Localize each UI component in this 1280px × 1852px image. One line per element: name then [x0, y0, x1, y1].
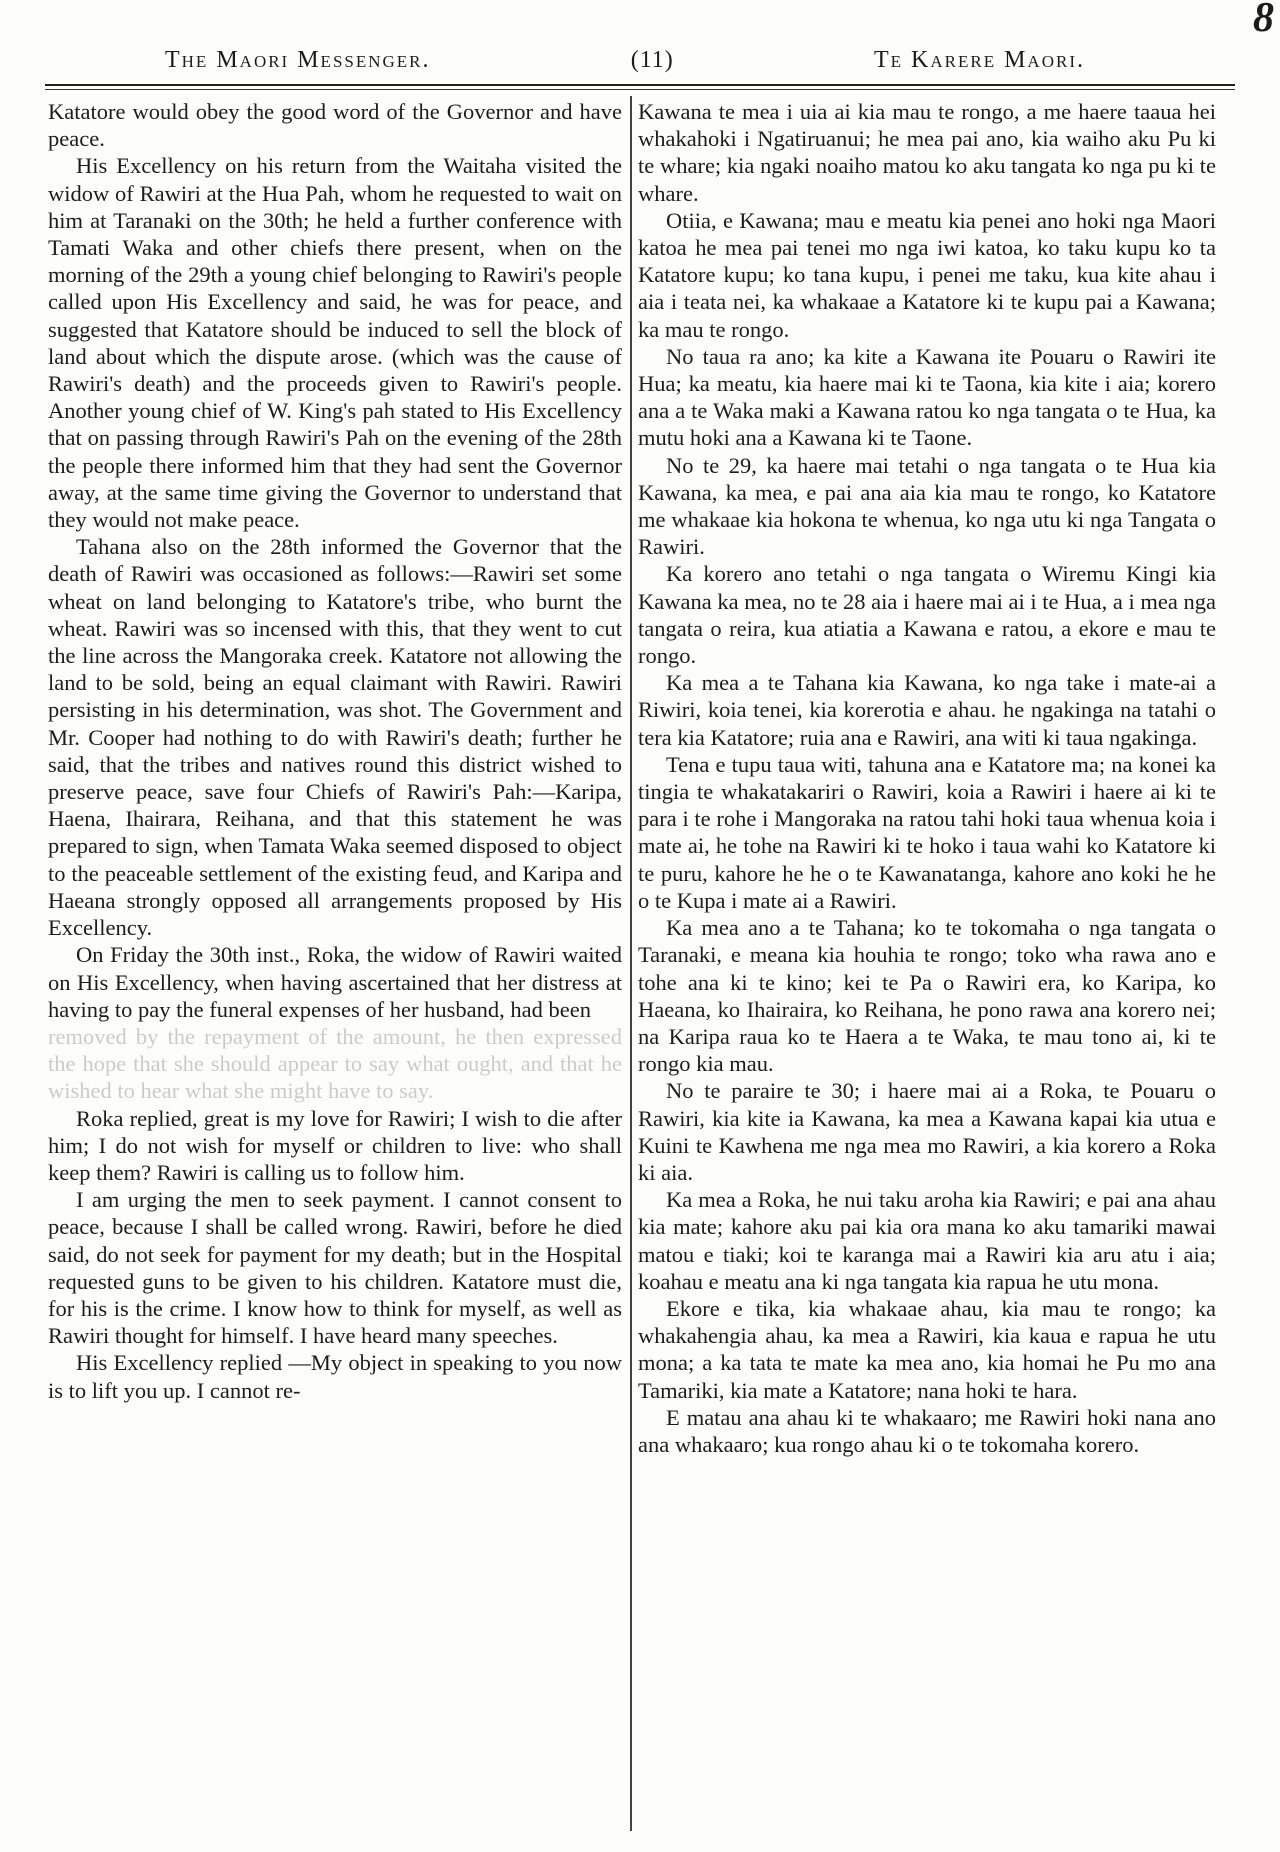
paragraph: His Excellency replied —My object in speaking to you now is to lift you up. I cannot re- — [48, 1350, 622, 1403]
maori-column — [638, 98, 1216, 1838]
paragraph: Ka mea a te Tahana kia Kawana, ko nga take i mate-ai a Riwiri, koia tenei, kia korerotia e ahau. he ngakinga na tatahi o tera kia Katatore; ruia ana e Rawiri, ana witi ki taua ngakinga. — [638, 670, 1216, 750]
paragraph: No taua ra ano; ka kite a Kawana ite Pouaru o Rawiri ite Hua; ka meatu, kia haere mai ki te Taona, kia kite i aia; korero ana a te Waka maki a Kawana ratou ko nga tangata o te Hua, ka mutu hoki ana a Kawana ki te Taone. — [638, 343, 1216, 451]
paragraph: Roka replied, great is my love for Rawiri; I wish to die after him; I do not wish for myself or children to live: who shall keep them? Rawiri is calling us to follow him. — [48, 1105, 622, 1185]
header-rule-thick — [45, 84, 1235, 86]
paragraph: E matau ana ahau ki te whakaaro; me Rawiri hoki nana ano ana whakaaro; kua rongo ahau ki o te tokomaha korero. — [638, 1404, 1216, 1457]
page-corner-number: 8 — [1253, 0, 1274, 41]
paragraph: Katatore would obey the good word of the Governor and have peace. — [48, 99, 622, 152]
paragraph: I am urging the men to seek payment. I cannot consent to peace, because I shall be called wrong. Rawiri, before he died said, do not seek for payment for my death; but in the Hospital requested guns to be given to his children. Katatore must die, for his is the crime. I know how to think for myself, as well as Rawiri thought for himself. I have heard many speeches. — [48, 1187, 622, 1349]
paragraph: Kawana te mea i uia ai kia mau te rongo, a me haere taaua hei whakahoki i Ngatiruanui; he mea pai ano, kia waiho aku Pu ki te whare; kia ngaki noaiho matou ko aku tangata ko nga pu ki te whare. — [638, 99, 1216, 206]
maori-title: Te Karere Maori. — [873, 46, 1085, 73]
header-rule-thin — [45, 89, 1235, 90]
paragraph: Tahana also on the 28th informed the Governor that the death of Rawiri was occasioned as follows:—Rawiri set some wheat on land belonging to Katatore's tribe, who burnt the wheat. Rawiri was so incensed with this, that they went to cut the line across the Mangoraka creek. Katatore not allowing the land to be sold, being an equal claimant with Rawiri. Rawiri persisting in his determination, was shot. The Government and Mr. Cooper had nothing to do with Rawiri's death; further he said, that the tribes and natives round this district wished to preserve peace, save four Chiefs of Rawiri's Pah:—Karipa, Haena, Ihairara, Reihana, and that this statement he was prepared to sign, when Tamata Waka seemed disposed to object to the peaceable settlement of the existing feud, and Karipa and Haeana strongly opposed all arrangements proposed by His Excellency. — [48, 534, 622, 941]
paragraph: Otiia, e Kawana; mau e meatu kia penei ano hoki nga Maori katoa he mea pai tenei mo nga iwi katoa, ko taku kupu ko ta Katatore kupu; ko tana kupu, i penei me taku, kua kite ahau i aia i teata nei, ka whakaae a Katatore ki te kupu pai a Kawana; ka mau te rongo. — [638, 207, 1216, 342]
paragraph: No te paraire te 30; i haere mai ai a Roka, te Pouaru o Rawiri, kia kite ia Kawana, ka mea a Kawana kapai kia utua e Kuini te Kawhena me nga mea mo Rawiri, a kia korero a Roka ki aia. — [638, 1078, 1216, 1185]
page-number: (11) — [630, 46, 674, 73]
paragraph: Ka korero ano tetahi o nga tangata o Wiremu Kingi kia Kawana ka mea, no te 28 aia i haere mai ai i te Hua, a i mea nga tangata o reira, kua atiatia a Kawana e ratou, a ekore e mau te rongo. — [638, 561, 1216, 669]
paragraph: Ka mea a Roka, he nui taku aroha kia Rawiri; e pai ana ahau kia mate; kahore aku pai kia ora mana ko aku tamariki mawai matou e tiaki; koi te karanga mai a Rawiri kia aru atu i aia; koahau e meatu ana ki nga tangata kia rapua he utu mona. — [638, 1187, 1216, 1294]
paragraph: No te 29, ka haere mai tetahi o nga tangata o te Hua kia Kawana, ka mea, e pai ana aia kia mau te rongo, ko Katatore me whakaae kia hokona te whenua, ko nga utu ki nga Tangata o Rawiri. — [638, 452, 1216, 560]
paragraph: Ka mea ano a te Tahana; ko te tokomaha o nga tangata o Taranaki, e meana kia houhia te rongo; toko wha rawa ano e tohe ana ki te kino; kei te Pa o Rawiri era, ko Karipa, ko Haeana, ko Ihairaira, ko Reihana, he pono rawa ana korero nei; na Karipa raua ko te Haera a te Waka, te mau tono ai, ki te rongo kia mau. — [638, 915, 1216, 1077]
paragraph: Ekore e tika, kia whakaae ahau, kia mau te rongo; ka whakahengia ahau, ka mea a Rawiri, kia kaua e rapua he utu mona; a ka tata te mate ka mea ano, kia homai he Pu mo ana Tamariki, kia mate a Katatore; nana hoki te hara. — [638, 1295, 1216, 1403]
paragraph: On Friday the 30th inst., Roka, the widow of Rawiri waited on His Excellency, when having ascertained that her distress at having to pay the funeral expenses of her husband, had been — [48, 942, 622, 1022]
paragraph: His Excellency on his return from the Waitaha visited the widow of Rawiri at the Hua Pah, whom he requested to wait on him at Taranaki on the 30th; he held a further conference with Tamati Waka and other chiefs there present, when on the morning of the 29th a young chief belonging to Rawiri's people called upon His Excellency and said, he was for peace, and suggested that Katatore should be induced to sell the block of land about which the dispute arose. (which was the cause of Rawiri's death) and the proceeds given to Rawiri's people. Another young chief of W. King's pah stated to His Excellency that on passing through Rawiri's Pah on the evening of the 28th the people there informed him that they had sent the Governor away, at the same time giving the Governor to understand that they would not make peace. — [48, 153, 622, 533]
masthead — [50, 38, 1225, 82]
faded-paragraph: removed by the repayment of the amount, he then expressed the hope that she should appear to say what ought, and that he wished to hear what she might have to say. — [48, 1023, 622, 1104]
column-divider — [630, 96, 632, 1831]
english-title: The Maori Messenger. — [165, 46, 431, 73]
english-column — [48, 98, 622, 1838]
paragraph: Tena e tupu taua witi, tahuna ana e Katatore ma; na konei ka tingia te whakatakariri o Rawiri, koia a Rawiri i haere ai ki te para i te rohe i Mangoraka na ratou tahi hoki taua whenua koia i mate ai, he tohe na Rawiri ki te hoko i taua wahi ko Katatore ki te puru, kahore he he o te Kawanatanga, kahore ano koki he he o te Kupa i mate ai a Rawiri. — [638, 751, 1216, 913]
